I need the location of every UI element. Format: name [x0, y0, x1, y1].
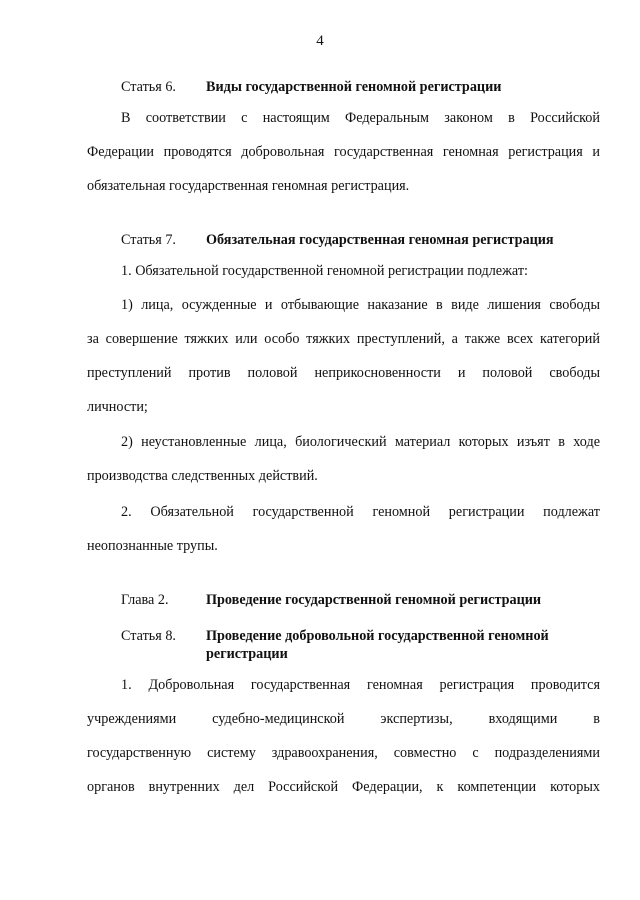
article-7-label: Статья 7. [121, 232, 176, 248]
chapter-2-title: Проведение государственной геномной регистрации [206, 592, 542, 608]
article-6-line-1: В соответствии с настоящим Федеральным законом в Российской [121, 110, 600, 126]
article-8-title: Проведение добровольной государственной геномной регистрации [206, 628, 549, 662]
article-8-line-4: органов внутренних дел Российской Федерации, к компетенции которых [87, 779, 600, 795]
article-7-title: Обязательная государственная геномная регистрация [206, 232, 554, 248]
article-8-line-1: 1. Добровольная государственная геномная регистрация проводится [121, 677, 600, 693]
article-7-p3-line-2: производства следственных действий. [87, 468, 318, 484]
article-7-p3-line-1: 2) неустановленные лица, биологический материал которых изъят в ходе [121, 434, 600, 450]
article-7-p2-line-4: личности; [87, 399, 148, 415]
article-8-line-3: государственную систему здравоохранения, совместно с подразделениями [87, 745, 600, 761]
article-6-label: Статья 6. [121, 79, 176, 95]
chapter-2-label: Глава 2. [121, 592, 169, 608]
article-6-title: Виды государственной геномной регистрации [206, 79, 502, 95]
article-7-p2-line-2: за совершение тяжких или особо тяжких преступлений, а также всех категорий [87, 331, 600, 347]
article-7-p4-line-1: 2. Обязательной государственной геномной регистрации подлежат [121, 504, 600, 520]
article-7-p2-line-1: 1) лица, осужденные и отбывающие наказание в виде лишения свободы [121, 297, 600, 313]
article-8-label: Статья 8. [121, 628, 176, 644]
article-6-line-3: обязательная государственная геномная регистрация. [87, 178, 410, 194]
page-number: 4 [316, 33, 324, 49]
article-6-line-2: Федерации проводятся добровольная государственная геномная регистрация и [87, 144, 600, 160]
article-7-p1-line-1: 1. Обязательной государственной геномной регистрации подлежат: [121, 263, 528, 279]
article-8-line-2: учреждениями судебно-медицинской экспертизы, входящими в [87, 711, 600, 727]
article-7-p2-line-3: преступлений против половой неприкосновенности и половой свободы [87, 365, 600, 381]
article-7-p4-line-2: неопознанные трупы. [87, 538, 218, 554]
